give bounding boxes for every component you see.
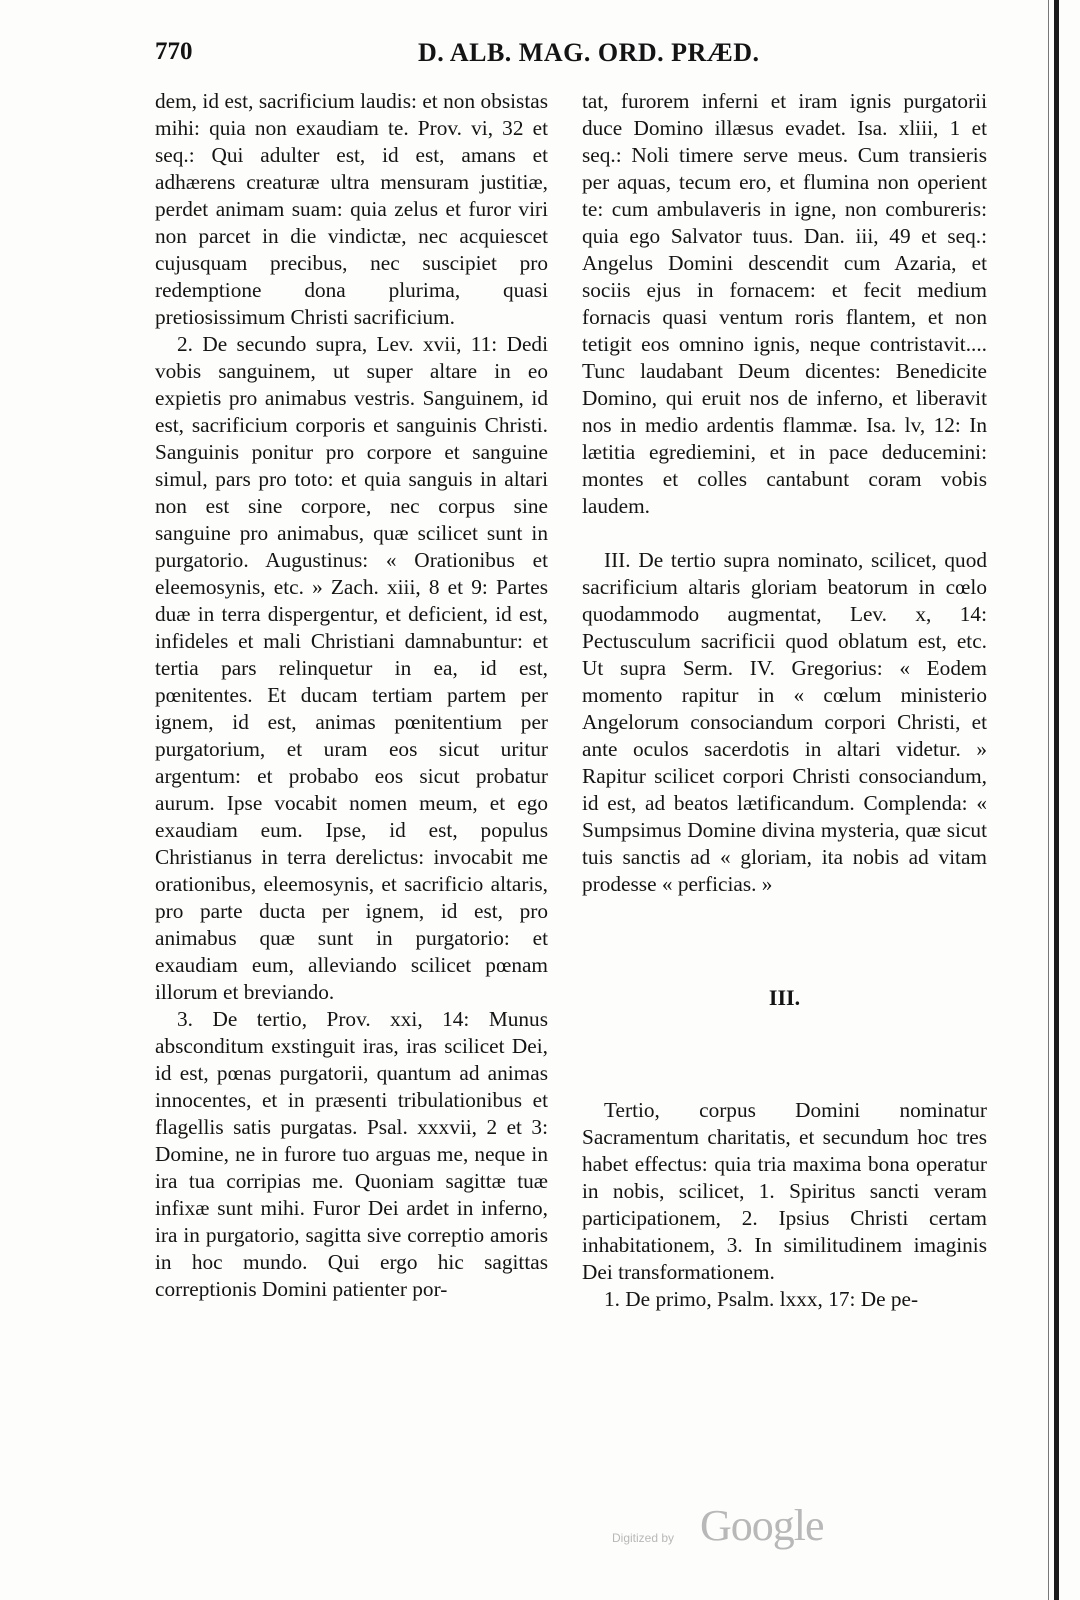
section-heading: III. (768, 985, 801, 1010)
right-paragraph-1: tat, furorem inferni et iram ignis purgatorii duce Domino illæsus evadet. Isa. xliii, 1 et seq.: Noli timere serve meus. Cum transieris per aquas, tecum ero, et flumina non operient te: cum ambulaveris in igne, non combureris: quia ego Salvator tuus. Dan. iii, 49 et seq.: Angelus Domini descendit cum Azaria, et sociis ejus in fornacem: et fecit medium fornacis quasi ventum roris flantem, et non tetigit eos omnino ignis, neque contristavit.... Tunc laudabant Deum dicentes: Benedicite Domino, qui eruit nos de inferno, et liberavit nos in medio ardentis flammæ. Isa. lv, 12: In lætitia egrediemini, et in pace deducemini: montes et colles cantabunt coram vobis laudem. (582, 89, 987, 518)
page-number: 770 (155, 38, 193, 65)
right-paragraph-2: III. De tertio supra nominato, scilicet, quod sacrificium altaris gloriam beatorum in cœlo quodammodo augmentat, Lev. x, 14: Pectusculum sacrificii quod oblatum est, etc. Ut supra Serm. IV. Gregorius: « Eodem momento rapitur in « cœlum ministerio Angelorum consociandum corpori Christi, et ante oculos sacerdotis in altari videtur. » Rapitur scilicet corpori Christi consociandum, id est, ad beatos lætificandum. Complenda: « Sumpsimus Domine divina mysteria, quæ sicut tuis sanctis ad « gloriam, ita nobis ad vitam prodesse « perficias. » (582, 548, 987, 896)
binding-line (1054, 0, 1059, 1600)
left-paragraph-3: 3. De tertio, Prov. xxi, 14: Munus absconditum exstinguit iras, iras scilicet Dei, id est, pœnas purgatorii, quantum ad animas innocentes, et in præsenti tribulationibus et flagellis satis purgatas. Psal. xxxvii, 2 et 3: Domine, ne in furore tuo arguas me, neque in ira tua corripias me. Quoniam sagittæ tuæ infixæ sunt mihi. Furor Dei ardet in inferno, ira in purgatorio, sagitta sive correptio amoris in hoc mundo. Qui ergo hic sagittas correptionis Domini patienter por- (155, 1007, 548, 1301)
digitized-by-text: Digitized by (612, 1531, 675, 1545)
right-paragraph-4: 1. De primo, Psalm. lxxx, 17: De pe- (604, 1287, 919, 1311)
google-watermark (612, 1498, 872, 1558)
left-column (155, 88, 548, 1303)
left-paragraph-2: 2. De secundo supra, Lev. xvii, 11: Dedi vobis sanguinem, ut super altare in eo expietis pro animabus vestris. Sanguinem, id est, sacrificium corporis et sanguinis Christi. Sanguinis ponitur pro corpore et sanguine simul, pars pro toto: et quia sanguis in altari non est sine corpore, nec corpus sine sanguine pro animabus, quæ scilicet sunt in purgatorio. Augustinus: « Orationibus et eleemosynis, etc. » Zach. xiii, 8 et 9: Partes duæ in terra dispergentur, et deficient, id est, infideles et mali Christiani damnabuntur: et tertia pars relinquetur in ea, id est, pœnitentes. Et ducam tertiam partem per ignem, id est, animas pœnitentium per purgatorium, et uram eos sicut uritur argentum: et probabo eos sicut probatur aurum. Ipse vocabit nomen meum, et ego exaudiam eum. Ipse, id est, populus Christianus in terra derelictus: invocabit me orationibus, eleemosynis, et sacrificio altaris, pro parte ducta per ignem, id est, pro animabus quæ sunt in purgatorio: et exaudiam eum, alleviando scilicet pœnam illorum et breviando. (155, 332, 548, 1004)
google-logo: Google (700, 1501, 824, 1550)
page-header (0, 38, 1080, 78)
right-paragraph-3: Tertio, corpus Domini nominatur Sacramentum charitatis, et secundum hoc tres habet effectus: quia tria maxima bona operatur in nobis, scilicet, 1. Spiritus sancti veram participationem, 2. Ipsius Christi certam inhabitationem, 3. In similitudinem imaginis Dei transformationem. (582, 1098, 987, 1284)
binding-line-thin (1048, 0, 1049, 1600)
left-paragraph-1: dem, id est, sacrificium laudis: et non obsistas mihi: quia non exaudiam te. Prov. vi, 32 et seq.: Qui adulter est, id est, amans et adhærens creaturæ ultra mensuram justitiæ, perdet animam suam: quia zelus et furor viri non parcet in die vindictæ, nec acquiescet cujusquam precibus, nec suscipiet pro redemptione dona plurima, quasi pretiosissimum Christi sacrificium. (155, 89, 548, 329)
right-column (582, 88, 987, 1313)
running-head: D. ALB. MAG. ORD. PRÆD. (418, 38, 760, 67)
